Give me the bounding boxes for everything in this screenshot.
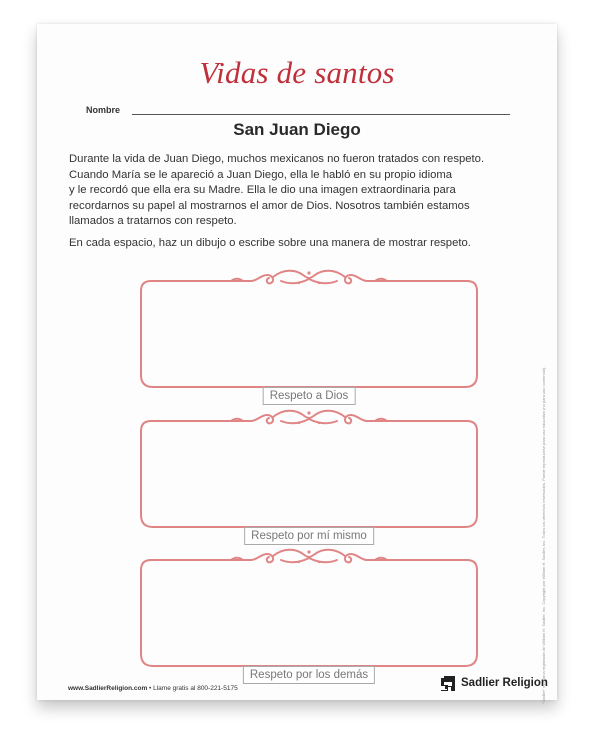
paragraph-line: llamados a tratarnos con respeto. bbox=[69, 215, 237, 227]
ornate-frame bbox=[131, 407, 487, 537]
story-paragraph bbox=[69, 152, 535, 230]
footer-separator: • bbox=[149, 685, 152, 692]
footer-phone: Llame gratis al 800-221-5175 bbox=[153, 685, 238, 692]
footer-contact bbox=[68, 685, 238, 692]
name-write-line[interactable] bbox=[132, 114, 510, 115]
name-label: Nombre bbox=[86, 105, 121, 115]
ornate-frame bbox=[131, 546, 487, 676]
box-label: Respeto por los demás bbox=[243, 666, 375, 684]
worksheet-page bbox=[37, 24, 557, 704]
worksheet-title: Vidas de santos bbox=[199, 55, 395, 90]
paragraph-line: recordarnos su papel al mostrarnos el amor de Dios. Nosotros también estamos bbox=[69, 199, 470, 212]
copyright-side-note bbox=[541, 324, 551, 704]
copyright-text: “Sadlier” es marca registrada de William H. Sadlier, Inc. Copyright por William H. Sadlier, Inc. Todos los derechos reservados. Puede reproducirse para uso educativo (no para uso comercial). bbox=[541, 366, 546, 704]
paragraph-line: y le recordó que ella era su Madre. Ella le dio una imagen extraordinaria para bbox=[69, 184, 456, 196]
brand-name: Sadlier Religion bbox=[461, 677, 548, 689]
box-label: Respeto por mí mismo bbox=[244, 527, 374, 545]
box-label: Respeto a Dios bbox=[263, 387, 356, 405]
saint-name-heading: San Juan Diego bbox=[233, 120, 361, 139]
sadlier-brand bbox=[439, 673, 548, 693]
paragraph-line: Cuando María se le apareció a Juan Diego, ella le habló en su propio idioma bbox=[69, 168, 453, 181]
paragraph-line: Durante la vida de Juan Diego, muchos mexicanos no fueron tratados con respeto. bbox=[69, 153, 485, 165]
drawing-box-self[interactable] bbox=[131, 407, 487, 542]
drawing-box-others[interactable] bbox=[131, 546, 487, 681]
drawing-box-god[interactable] bbox=[131, 267, 487, 402]
name-field-row bbox=[86, 104, 510, 120]
footer-website[interactable]: www.SadlierReligion.com bbox=[68, 685, 148, 692]
ornate-frame bbox=[131, 267, 487, 397]
instruction-text: En cada espacio, haz un dibujo o escribe sobre una manera de mostrar respeto. bbox=[69, 237, 471, 249]
sadlier-logo-icon bbox=[439, 673, 457, 693]
